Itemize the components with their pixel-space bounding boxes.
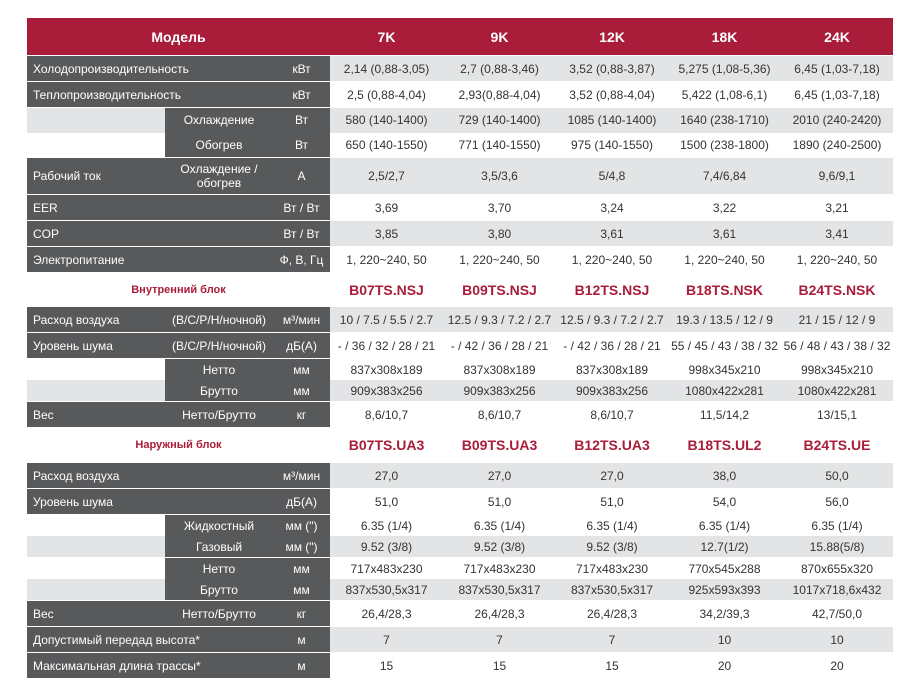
row-sublabel: Нетто/Брутто: [165, 601, 273, 626]
sub-label: Нетто: [165, 558, 273, 579]
value-cell: 837x530,5x317: [330, 579, 443, 600]
row-sublabel: Охлаждение / обогрев: [165, 158, 273, 194]
value-cell: 925x593x393: [668, 579, 781, 600]
row-unit: Ф, В, Гц: [273, 247, 330, 272]
value-cell: 870x655x320: [781, 558, 893, 579]
value-cell: 20: [781, 653, 893, 678]
current-row: [27, 158, 893, 194]
row-unit: Вт / Вт: [273, 195, 330, 220]
value-cell: 8,6/10,7: [556, 402, 668, 427]
value-cell: 54,0: [668, 489, 781, 514]
row-unit: мм: [273, 558, 330, 579]
value-cell: 6.35 (1/4): [443, 515, 556, 536]
value-cell: 729 (140-1400): [443, 108, 556, 133]
value-cell: 7: [330, 627, 443, 652]
row-unit: Вт / Вт: [273, 221, 330, 246]
value-cell: 55 / 45 / 43 / 38 / 32: [668, 333, 781, 358]
value-cell: 2,93(0,88-4,04): [443, 82, 556, 107]
value-cell: 3,85: [330, 221, 443, 246]
row-label: Теплопроизводительность: [27, 82, 273, 107]
value-cell: 909x383x256: [443, 380, 556, 401]
value-cell: 909x383x256: [556, 380, 668, 401]
value-cell: 6.35 (1/4): [556, 515, 668, 536]
power-supply-row: [27, 247, 893, 272]
row-unit: мм ("): [273, 515, 330, 536]
value-cell: 10 / 7.5 / 5.5 / 2.7: [330, 307, 443, 332]
value-cell: 837x308x189: [443, 359, 556, 380]
row-unit: Вт: [273, 133, 330, 158]
value-cell: 1, 220~240, 50: [781, 247, 893, 272]
section-model-name: B24TS.NSK: [798, 282, 876, 298]
value-cell: 6.35 (1/4): [781, 515, 893, 536]
value-cell: 998x345x210: [668, 359, 781, 380]
row-sublabel: (В/С/Р/Н/ночной): [165, 333, 273, 358]
value-cell: 1, 220~240, 50: [330, 247, 443, 272]
value-cell: 837x530,5x317: [443, 579, 556, 600]
value-cell: 1080x422x281: [668, 380, 781, 401]
sub-label: Обогрев: [165, 133, 273, 158]
cooling-capacity-row: [27, 56, 893, 81]
row-unit: мм: [273, 359, 330, 380]
model-header-cell: 9K: [490, 28, 509, 45]
row-unit: м³/мин: [273, 463, 330, 488]
value-cell: 13/15,1: [781, 402, 893, 427]
value-cell: 1085 (140-1400): [556, 108, 668, 133]
section-model-name: B24TS.UE: [803, 437, 871, 453]
value-cell: - / 42 / 36 / 28 / 21: [556, 333, 668, 358]
value-cell: 19.3 / 13.5 / 12 / 9: [668, 307, 781, 332]
indoor-noise-row: [27, 333, 893, 358]
table-header: [27, 18, 893, 55]
power-consumption-group-sub: [27, 133, 893, 158]
value-cell: 837x530,5x317: [556, 579, 668, 600]
value-cell: 8,6/10,7: [443, 402, 556, 427]
value-cell: 9,6/9,1: [781, 158, 893, 194]
value-cell: 11,5/14,2: [668, 402, 781, 427]
indoor-airflow-row: [27, 307, 893, 332]
sub-label: Жидкостный: [165, 515, 273, 536]
section-model-name: B07TS.UA3: [348, 437, 425, 453]
value-cell: 717x483x230: [556, 558, 668, 579]
value-cell: 27,0: [443, 463, 556, 488]
row-unit: дБ(А): [273, 489, 330, 514]
row-label: Расход воздуха: [27, 307, 165, 332]
value-cell: 580 (140-1400): [330, 108, 443, 133]
value-cell: 15.88(5/8): [781, 536, 893, 557]
row-sublabel: (В/С/Р/Н/ночной): [165, 307, 273, 332]
value-cell: 7,4/6,84: [668, 158, 781, 194]
value-cell: 56,0: [781, 489, 893, 514]
value-cell: 2,7 (0,88-3,46): [443, 56, 556, 81]
value-cell: 5,275 (1,08-5,36): [668, 56, 781, 81]
value-cell: 20: [668, 653, 781, 678]
refrigerant-pipes-group-sub: [27, 515, 893, 536]
row-label: EER: [27, 195, 273, 220]
sub-label: Газовый: [165, 536, 273, 557]
section-model-name: B18TS.UL2: [687, 437, 762, 453]
row-unit: мм: [273, 380, 330, 401]
cop-row: [27, 221, 893, 246]
value-cell: 3,61: [668, 221, 781, 246]
row-sublabel: Нетто/Брутто: [165, 402, 273, 427]
heating-capacity-row: [27, 82, 893, 107]
value-cell: 27,0: [330, 463, 443, 488]
value-cell: 56 / 48 / 43 / 38 / 32: [781, 333, 893, 358]
row-label: COP: [27, 221, 273, 246]
outdoor-dimensions-group-sub: [27, 558, 893, 579]
row-unit: м: [273, 653, 330, 678]
refrigerant-pipes-group-sub: [27, 536, 893, 557]
outdoor-weight-row: [27, 601, 893, 626]
value-cell: 837x308x189: [330, 359, 443, 380]
indoor-unit-header: [27, 276, 893, 304]
value-cell: 5/4,8: [556, 158, 668, 194]
value-cell: 3,24: [556, 195, 668, 220]
value-cell: 2,5 (0,88-4,04): [330, 82, 443, 107]
power-consumption-group-sub: [27, 108, 893, 133]
section-model-name: B07TS.NSJ: [349, 282, 424, 298]
value-cell: 26,4/28,3: [443, 601, 556, 626]
section-model-name: B12TS.NSJ: [574, 282, 650, 298]
value-cell: 3,52 (0,88-4,04): [556, 82, 668, 107]
row-unit: Вт: [273, 108, 330, 133]
indoor-dimensions-group-sub: [27, 359, 893, 380]
value-cell: 3,5/3,6: [443, 158, 556, 194]
row-unit: м³/мин: [273, 307, 330, 332]
value-cell: 1080x422x281: [781, 380, 893, 401]
row-label: Допустимый передад высота*: [27, 627, 273, 652]
value-cell: 3,41: [781, 221, 893, 246]
value-cell: 7: [556, 627, 668, 652]
value-cell: 3,70: [443, 195, 556, 220]
row-unit: кВт: [273, 56, 330, 81]
value-cell: 51,0: [443, 489, 556, 514]
value-cell: 3,52 (0,88-3,87): [556, 56, 668, 81]
value-cell: 34,2/39,3: [668, 601, 781, 626]
max-pipe-length-row: [27, 653, 893, 678]
sub-label: Нетто: [165, 359, 273, 380]
value-cell: 2010 (240-2420): [781, 108, 893, 133]
model-header-cell: 12K: [599, 28, 625, 45]
sub-label: Охлаждение: [165, 108, 273, 133]
row-label: Расход воздуха: [27, 463, 273, 488]
value-cell: - / 36 / 32 / 28 / 21: [330, 333, 443, 358]
value-cell: 998x345x210: [781, 359, 893, 380]
value-cell: 3,61: [556, 221, 668, 246]
outdoor-unit-header: [27, 431, 893, 459]
indoor-weight-row: [27, 402, 893, 427]
value-cell: 1, 220~240, 50: [556, 247, 668, 272]
row-label: Вес: [27, 601, 165, 626]
value-cell: 770x545x288: [668, 558, 781, 579]
value-cell: 6.35 (1/4): [330, 515, 443, 536]
row-label: Электропитание: [27, 247, 273, 272]
row-label: Максимальная длина трассы*: [27, 653, 273, 678]
value-cell: 15: [443, 653, 556, 678]
row-label: Вес: [27, 402, 165, 427]
value-cell: 1890 (240-2500): [781, 133, 893, 158]
value-cell: 975 (140-1550): [556, 133, 668, 158]
value-cell: 6,45 (1,03-7,18): [781, 56, 893, 81]
model-header-cell: 7K: [377, 28, 396, 45]
row-unit: мм ("): [273, 536, 330, 557]
sub-label: Брутто: [165, 579, 273, 600]
row-label: Уровень шума: [27, 489, 273, 514]
value-cell: 650 (140-1550): [330, 133, 443, 158]
eer-row: [27, 195, 893, 220]
row-label: Рабочий ток: [27, 158, 165, 194]
value-cell: 42,7/50,0: [781, 601, 893, 626]
value-cell: - / 42 / 36 / 28 / 21: [443, 333, 556, 358]
value-cell: 2,14 (0,88-3,05): [330, 56, 443, 81]
outdoor-dimensions-group-sub: [27, 579, 893, 600]
section-model-name: B18TS.NSK: [685, 282, 764, 298]
value-cell: 3,69: [330, 195, 443, 220]
value-cell: 9.52 (3/8): [443, 536, 556, 557]
value-cell: 1640 (238-1710): [668, 108, 781, 133]
model-header-cell: 18K: [711, 28, 738, 45]
value-cell: 7: [443, 627, 556, 652]
row-unit: кВт: [273, 82, 330, 107]
value-cell: 9.52 (3/8): [556, 536, 668, 557]
value-cell: 12.7(1/2): [668, 536, 781, 557]
outdoor-airflow-row: [27, 463, 893, 488]
value-cell: 8,6/10,7: [330, 402, 443, 427]
value-cell: 15: [330, 653, 443, 678]
section-title: Наружный блок: [135, 439, 222, 451]
value-cell: 51,0: [330, 489, 443, 514]
value-cell: 1, 220~240, 50: [443, 247, 556, 272]
value-cell: 771 (140-1550): [443, 133, 556, 158]
value-cell: 26,4/28,3: [556, 601, 668, 626]
value-cell: 909x383x256: [330, 380, 443, 401]
value-cell: 2,5/2,7: [330, 158, 443, 194]
value-cell: 6.35 (1/4): [668, 515, 781, 536]
section-model-name: B09TS.NSJ: [462, 282, 537, 298]
section-model-name: B12TS.UA3: [574, 437, 650, 453]
value-cell: 3,21: [781, 195, 893, 220]
value-cell: 21 / 15 / 12 / 9: [781, 307, 893, 332]
model-header-label: Модель: [151, 28, 206, 45]
row-unit: кг: [273, 601, 330, 626]
model-header-cell: 24K: [824, 28, 850, 45]
value-cell: 50,0: [781, 463, 893, 488]
value-cell: 27,0: [556, 463, 668, 488]
row-unit: А: [273, 158, 330, 194]
row-unit: дБ(А): [273, 333, 330, 358]
value-cell: 837x308x189: [556, 359, 668, 380]
value-cell: 10: [781, 627, 893, 652]
indoor-dimensions-group-sub: [27, 380, 893, 401]
value-cell: 10: [668, 627, 781, 652]
value-cell: 51,0: [556, 489, 668, 514]
row-unit: кг: [273, 402, 330, 427]
value-cell: 1500 (238-1800): [668, 133, 781, 158]
outdoor-noise-row: [27, 489, 893, 514]
section-title: Внутренний блок: [131, 284, 226, 296]
section-model-name: B09TS.UA3: [461, 437, 538, 453]
value-cell: 1, 220~240, 50: [668, 247, 781, 272]
row-unit: мм: [273, 579, 330, 600]
value-cell: 3,22: [668, 195, 781, 220]
value-cell: 15: [556, 653, 668, 678]
row-label: Уровень шума: [27, 333, 165, 358]
value-cell: 5,422 (1,08-6,1): [668, 82, 781, 107]
value-cell: 1017x718,6x432: [781, 579, 893, 600]
value-cell: 3,80: [443, 221, 556, 246]
height-difference-row: [27, 627, 893, 652]
value-cell: 12.5 / 9.3 / 7.2 / 2.7: [556, 307, 668, 332]
value-cell: 38,0: [668, 463, 781, 488]
value-cell: 26,4/28,3: [330, 601, 443, 626]
value-cell: 9.52 (3/8): [330, 536, 443, 557]
row-unit: м: [273, 627, 330, 652]
value-cell: 6,45 (1,03-7,18): [781, 82, 893, 107]
value-cell: 717x483x230: [330, 558, 443, 579]
row-label: Холодопроизводительность: [27, 56, 273, 81]
sub-label: Брутто: [165, 380, 273, 401]
value-cell: 717x483x230: [443, 558, 556, 579]
value-cell: 12.5 / 9.3 / 7.2 / 2.7: [443, 307, 556, 332]
